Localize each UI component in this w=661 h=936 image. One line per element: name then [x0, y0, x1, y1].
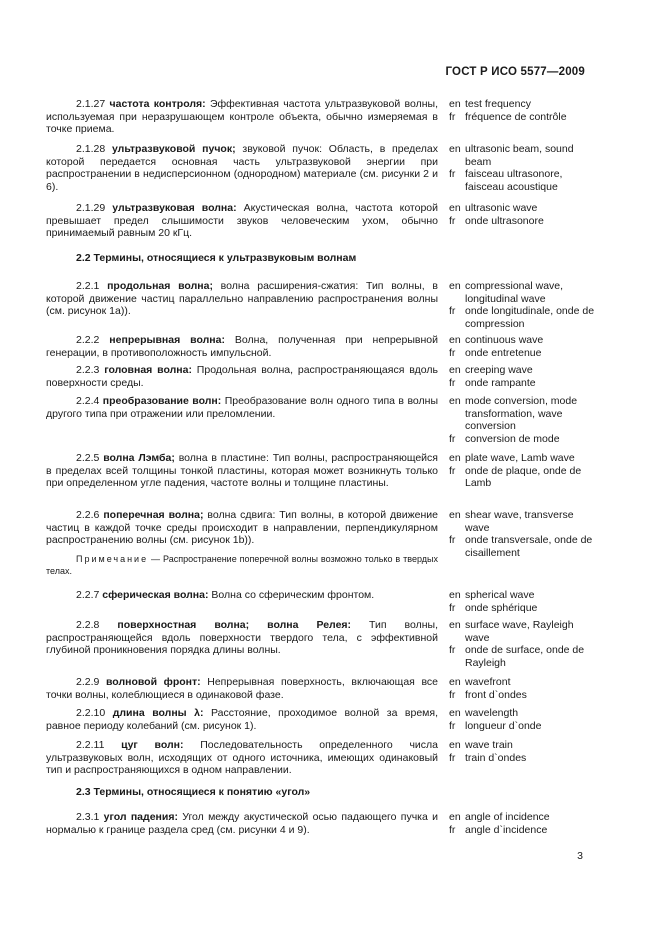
- term-number: 2.2.2: [76, 334, 100, 346]
- term-number: 2.3.1: [76, 811, 100, 823]
- translation-fr: fr onde de surface, onde de Rayleigh: [449, 644, 585, 669]
- term-number: 2.2.8: [76, 619, 100, 631]
- term-number: 2.2.4: [76, 395, 100, 407]
- term-separator: :: [204, 589, 209, 601]
- translation-en: en angle of incidence: [449, 811, 550, 823]
- term-name: непрерывная волна: [109, 334, 222, 346]
- term-definition: Расстояние, проходимое волной за время, равное периоду колебаний (см. рисунок 1).: [46, 707, 438, 732]
- term-separator: ;: [171, 452, 175, 464]
- term-name: угол падения: [103, 811, 175, 823]
- term-number: 2.2.3: [76, 364, 100, 376]
- translation-en: en wavelength: [449, 707, 519, 719]
- translation-en: en spherical wave: [449, 589, 535, 601]
- translation-en: en plate wave, Lamb wave: [449, 452, 575, 464]
- term-entry-2-2-3: [46, 364, 438, 389]
- term-entry-2-2-4: [46, 395, 438, 420]
- term-name: частота контроля: [109, 98, 203, 110]
- term-separator: :: [197, 676, 201, 688]
- note: [46, 553, 438, 577]
- translation-fr: fr onde ultrasonore: [449, 214, 544, 227]
- translations-2-2-10: [449, 707, 599, 732]
- translations-2-2-9: [449, 676, 599, 701]
- term-number: 2.2.9: [76, 676, 100, 688]
- translations-2-1-29: [449, 202, 599, 227]
- term-separator: :: [347, 619, 352, 631]
- translations-2-1-27: [449, 98, 599, 123]
- translation-fr: fr conversion de mode: [449, 432, 560, 445]
- term-definition: волна сдвига: Тип волны, в которой движение частиц в каждой точке среды происходит в направлении, перпендикулярном распространению волны (см. рисунок 1b)).: [46, 509, 438, 547]
- term-definition: Волна со сферическим фронтом.: [208, 589, 375, 601]
- term-number: 2.2.11: [76, 739, 105, 751]
- term-definition: волна в пластине: Тип волны, распространяющейся в пределах всей толщины тонкой пластины, которая может возникнуть только при определенном угле падения, частоте волны и толщине пластины.: [46, 452, 438, 490]
- translation-en: en continuous wave: [449, 334, 544, 346]
- translation-en: en shear wave, transverse wave: [449, 509, 574, 534]
- term-definition: волна расширения-сжатия: Тип волны, в которой движение частиц параллельно направлению распространения волны (см. рисунок 1a)).: [46, 280, 438, 318]
- term-name: преобразование волн: [102, 395, 218, 407]
- term-name: цуг волн: [121, 739, 181, 751]
- translation-fr: fr front d`ondes: [449, 688, 527, 701]
- translation-fr: fr onde transversale, onde de cisaillement: [449, 534, 593, 559]
- translation-fr: fr fréquence de contrôle: [449, 110, 567, 123]
- translation-en: en wavefront: [449, 676, 511, 688]
- term-definition: Продольная волна, распространяющаяся вдоль поверхности среды.: [46, 364, 439, 389]
- term-number: 2.1.29: [76, 202, 106, 214]
- term-definition: Последовательность определенного числа ультразвуковых волн, исходящих от одного источника, имеющих одинаковый тип и распространяющихся в одном направлении.: [46, 739, 438, 777]
- term-entry-2-2-10: [46, 707, 438, 732]
- term-entry-2-2-2: [46, 334, 438, 359]
- section-heading-2-3: 2.3 Термины, относящиеся к понятию «угол»: [76, 786, 311, 798]
- translation-en: en compressional wave, longitudinal wave: [449, 280, 564, 305]
- translation-fr: fr angle d`incidence: [449, 823, 548, 836]
- term-definition: Волна, полученная при непрерывной генерации, в противоположность импульсной.: [46, 334, 438, 359]
- term-separator: :: [217, 395, 222, 407]
- term-definition: Преобразование волн одного типа в волны другого типа при отражении или преломлении.: [46, 395, 438, 420]
- translation-en: en surface wave, Rayleigh wave: [449, 619, 574, 644]
- term-name: волновой фронт: [105, 676, 198, 688]
- term-separator: :: [221, 334, 225, 346]
- page-number: 3: [577, 850, 583, 862]
- term-entry-2-2-6: [46, 509, 438, 547]
- translations-2-2-8: [449, 619, 599, 669]
- translation-fr: fr onde longitudinale, onde de compression: [449, 305, 595, 330]
- term-definition: Непрерывная поверхность, включающая все точки волны, колеблющиеся в одинаковой фазе.: [46, 676, 438, 701]
- translation-fr: fr onde de plaque, onde de Lamb: [449, 464, 582, 490]
- translation-en: en wave train: [449, 739, 513, 751]
- term-number: 2.2.5: [76, 452, 100, 464]
- term-entry-2-1-29: [46, 202, 438, 240]
- translations-2-1-28: [449, 143, 599, 193]
- term-entry-2-1-28: [46, 143, 438, 193]
- term-separator: :: [188, 364, 192, 376]
- section-heading-2-2: 2.2 Термины, относящиеся к ультразвуковым волнам: [76, 252, 357, 264]
- term-number: 2.2.6: [76, 509, 100, 521]
- translations-2-2-1: [449, 280, 599, 330]
- term-number: 2.2.7: [76, 589, 100, 601]
- translation-fr: fr train d`ondes: [449, 751, 527, 764]
- term-name: волна Лэмба: [103, 452, 172, 464]
- term-entry-2-2-1: [46, 280, 438, 318]
- term-name: головная волна: [104, 364, 189, 376]
- translation-fr: fr faisceau ultrasonore, faisceau acoustique: [449, 168, 563, 193]
- term-separator: :: [180, 739, 184, 751]
- term-separator: :: [200, 707, 204, 719]
- note-label: Примечание: [76, 554, 149, 564]
- translation-en: en test frequency: [449, 98, 531, 110]
- translations-2-2-6: [449, 509, 599, 559]
- term-entry-2-2-5: [46, 452, 438, 490]
- term-entry-2-3-1: [46, 811, 438, 836]
- term-name: сферическая волна: [102, 589, 205, 601]
- term-definition: Тип волны, распространяющейся вдоль поверхности твердого тела, с эффективной глубиной проникновения порядка длины волны.: [46, 619, 439, 657]
- term-number: 2.2.10: [76, 707, 106, 719]
- translations-2-2-5: [449, 452, 599, 490]
- term-separator: :: [174, 811, 178, 823]
- term-entry-2-2-8: [46, 619, 438, 657]
- term-separator: ;: [199, 509, 204, 521]
- term-number: 2.2.1: [76, 280, 100, 292]
- translation-fr: fr onde rampante: [449, 376, 536, 389]
- term-number: 2.1.27: [76, 98, 106, 110]
- term-name: поверхностная волна; волна Релея: [117, 619, 348, 631]
- term-entry-2-2-11: [46, 739, 438, 777]
- translation-fr: fr onde sphérique: [449, 601, 538, 614]
- translations-2-2-11: [449, 739, 599, 764]
- term-separator: :: [233, 202, 237, 214]
- term-separator: ;: [232, 143, 236, 155]
- note-text: — Распространение поперечной волны возможно только в твердых телах.: [46, 554, 438, 576]
- term-definition: звуковой пучок: Область, в пределах которой передается основная часть ультразвуковой энергии при распространении в недисперсионном (однородном) материале (см. рисунки 2 и 6).: [46, 143, 439, 193]
- translation-en: en ultrasonic wave: [449, 202, 538, 214]
- term-name: ультразвуковая волна: [112, 202, 234, 214]
- term-name: ультразвуковой пучок: [111, 143, 233, 155]
- translation-fr: fr onde entretenue: [449, 346, 542, 359]
- translations-2-2-4: [449, 395, 599, 445]
- translations-2-2-3: [449, 364, 599, 389]
- term-separator: ;: [209, 280, 213, 292]
- translation-en: en ultrasonic beam, sound beam: [449, 143, 574, 168]
- term-definition: Угол между акустической осью падающего пучка и нормалью к границе раздела сред (см. рисунки 4 и 9).: [46, 811, 438, 836]
- term-definition: Акустическая волна, частота которой превышает предел слышимости звуков человеческим ухом, обычно принимаемый равным 20 кГц.: [46, 202, 438, 240]
- term-name: длина волны λ: [112, 707, 200, 719]
- translation-fr: fr longueur d`onde: [449, 719, 542, 732]
- standard-header: ГОСТ Р ИСО 5577—2009: [445, 66, 585, 78]
- term-name: продольная волна: [107, 280, 210, 292]
- translation-en: en creeping wave: [449, 364, 533, 376]
- translations-2-2-2: [449, 334, 599, 359]
- term-entry-2-2-9: [46, 676, 438, 701]
- term-entry-2-2-7: [46, 589, 438, 602]
- term-definition: Эффективная частота ультразвуковой волны, используемая при неразрушающем контроле объекта, обычно измеряемая в точке приема.: [46, 98, 438, 136]
- term-number: 2.1.28: [76, 143, 106, 155]
- term-entry-2-1-27: [46, 98, 438, 136]
- translations-2-3-1: [449, 811, 599, 836]
- translation-en: en mode conversion, mode transformation, wave conversion: [449, 395, 578, 433]
- term-separator: :: [202, 98, 206, 110]
- term-name: поперечная волна: [103, 509, 200, 521]
- translations-2-2-7: [449, 589, 599, 614]
